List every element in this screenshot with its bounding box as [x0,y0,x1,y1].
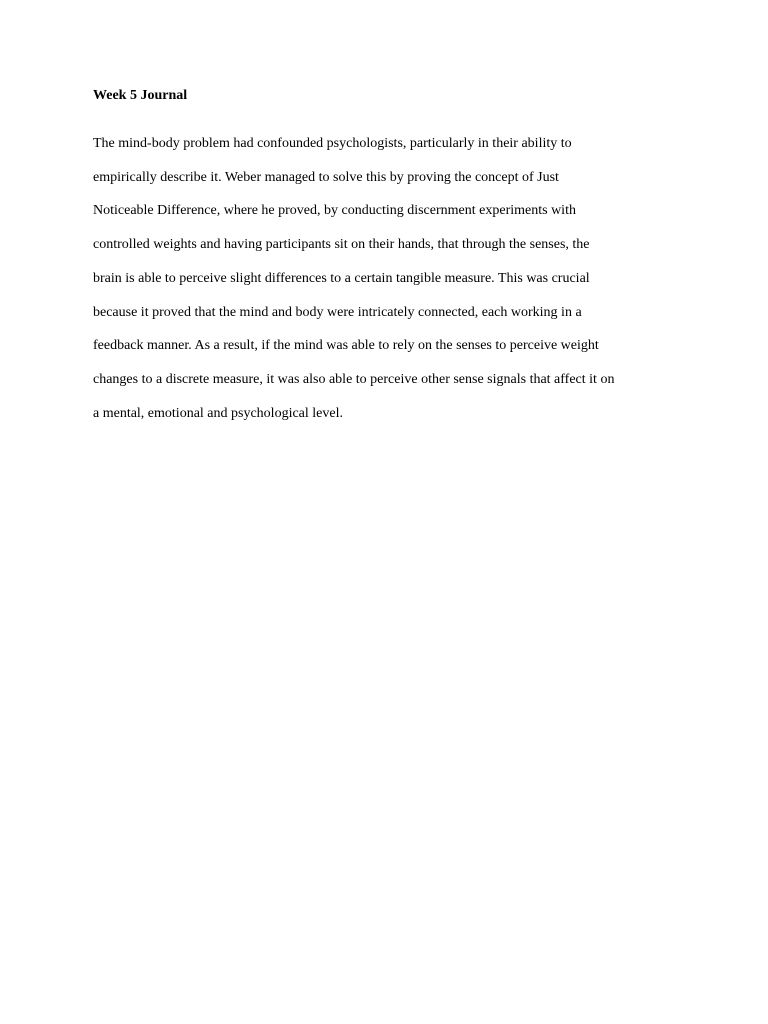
body-line: The mind-body problem had confounded psychologists, particularly in their ability to [93,136,572,151]
document-body [93,127,673,430]
body-line: changes to a discrete measure, it was also able to perceive other sense signals that affect it on [93,371,615,387]
body-line: feedback manner. As a result, if the mind was able to rely on the senses to perceive weight [93,338,599,354]
document-title: Week 5 Journal [93,88,188,103]
body-line: controlled weights and having participants sit on their hands, that through the senses, the [93,237,590,253]
body-line: because it proved that the mind and body were intricately connected, each working in a [93,304,582,320]
body-line: Noticeable Difference, where he proved, by conducting discernment experiments with [93,203,576,219]
body-line: empirically describe it. Weber managed to solve this by proving the concept of Just [93,169,559,185]
body-line: a mental, emotional and psychological level. [93,405,343,421]
body-line: brain is able to perceive slight differences to a certain tangible measure. This was crucial [93,270,590,286]
